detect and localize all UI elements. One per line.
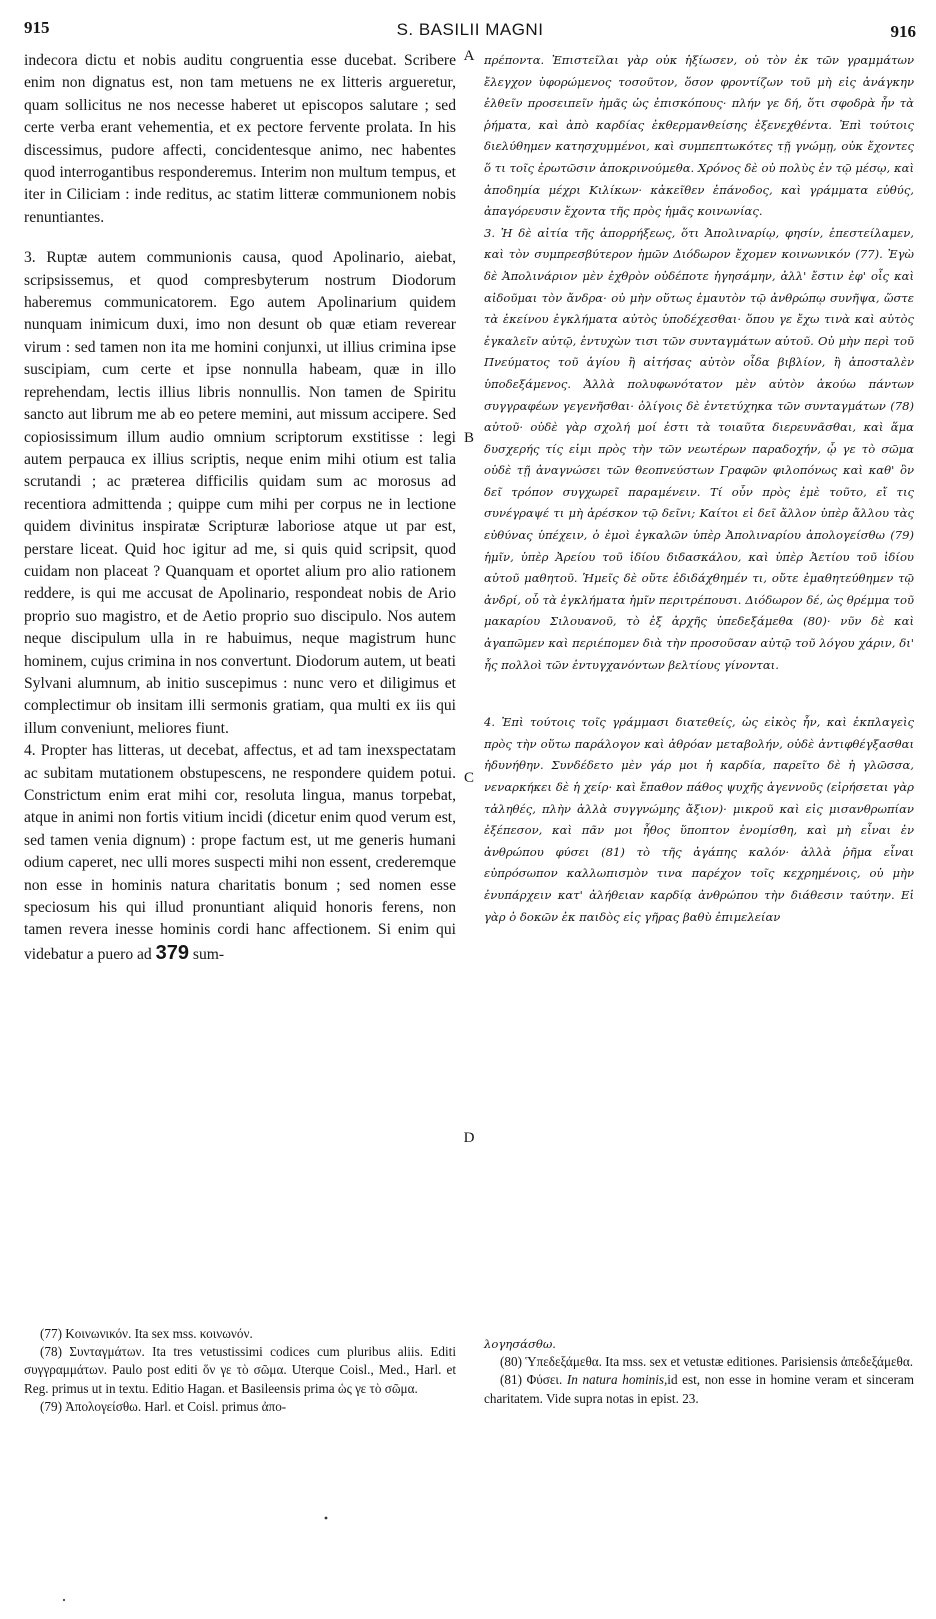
footnote-80: (80) Ὑπεδεξάμεθα. Ita mss. sex et vetustæ editiones. Parisiensis ἀπεδεξάμεθα. [500, 1354, 914, 1370]
greek-paragraph-1: πρέποντα. Ἐπιστεῖλαι γὰρ οὐκ ἠξίωσεν, οὐ τὸν ἐκ τῶν γραμμάτων ἔλεγχον ὑφορώμενος τοσοῦτον, ὅσον φροντίζων τοῦ μὴ εἰς ἀνάγκην ἐλθεῖν προσειπεῖν ἡμᾶς ὡς ἐπισκόπους· πλήν γε δή, ὅτι σφοδρὰ ἦν τὰ ῥήματα, καὶ ἀπὸ καρδίας ἐκθερμανθείσης ἐξενεχθέντα. Ἐπὶ τούτοις διελύθημεν κατησχυμμένοι, καὶ συμπεπτωκότες τῇ γνώμῃ, οὐκ ἔχοντες ὅ τι τοῖς ἐρωτῶσιν ἀποκρινούμεθα. Χρόνος δὲ οὐ πολὺς ἐν τῷ μέσῳ, καὶ ἀποδημία μέχρι Κιλίκων· κἀκεῖθεν ἐπάνοδος, καὶ γράμματα εὐθύς, ἀπαγόρευσιν ἔχοντα τῆς πρὸς ἡμᾶς κοινωνίας. [484, 53, 914, 219]
footnote-81-text: id est, non esse in homine veram et sinceram charitatem. Vide supra notas in epist. 23. [484, 1372, 914, 1406]
latin-paragraph-4-end: sum- [189, 945, 225, 963]
running-title: S. BASILII MAGNI [396, 20, 544, 39]
margin-letter-d: D [463, 1130, 475, 1146]
latin-paragraph-1: indecora dictu et nobis auditu congruentia esse ducebat. Scribere enim non dignatus est, non tam metuens ne ex litteris argueretur, quam sollicitus ne nos necesse haberet ut episcopos salutare ; sed certe verba erant vehementia, et ex pectore fervente prolata. In his discessimus, pudore affecti, concidentesque animo, nec habentes quod interrogantibus responderemus. Interim non multum tempus, et iter in Ciliciam : inde reditus, ac statim litteræ communionem nobis renuntiantes. [24, 52, 456, 226]
speck [63, 1599, 65, 1601]
footnote-81-lemma: (81) Φύσει. [500, 1372, 563, 1388]
footnote-78: (78) Συνταγμάτων. Ita tres vetustissimi codices cum pluribus aliis. Editi συγγραμμάτων. Paulo post editi ὅν γε τὸ σῶμα. Uterque Coisl., Med., Harl. et Reg. primus ut in textu. Editio Hagan. et Basileensis prima ὡς γε τὸ σῶμα. [24, 1344, 456, 1396]
greek-paragraph-3: 3. Ἡ δὲ αἰτία τῆς ἀπορρήξεως, ὅτι Ἀπολιναρίῳ, φησίν, ἐπεστείλαμεν, καὶ τὸν συμπρεσβύτερον ἡμῶν Διόδωρον ἔχομεν κοινωνικόν (77). Ἐγὼ δὲ Ἀπολινάριον μὲν ἐχθρὸν οὐδέποτε ἡγησάμην, ἀλλ' ἔστιν ἐφ' οἷς καὶ αἰδοῦμαι τὸν ἄνδρα· οὐ μὴν οὕτως ἐμαυτὸν τῷ ἀνθρώπῳ συνῆψα, ὥστε τὰ ἐκείνου ἐγκλήματα αὐτὸς ὑποδέχεσθαι· ὅπου γε ἔχω τινὰ καὶ αὐτὸς ἐγκαλεῖν αὐτῷ, ἐντυχὼν τισι τῶν συνταγμάτων αὐτοῦ. Οὐ μὴν περὶ τοῦ Πνεύματος τοῦ ἁγίου ἢ αἰτήσας αὐτὸν οἶδα βιβλίον, ἢ ἀποσταλὲν ὑποδεξάμενος. Ἀλλὰ πολυφωνότατον μὲν αὐτὸν ἀκούω πάντων συγγραφέων γεγενῆσθαι· ὀλίγοις δὲ ἐντετύχηκα τῶν συνταγμάτων (78) αὐτοῦ· οὐδὲ γὰρ σχολή μοί ἐστι τὰ τοιαῦτα διερευνᾶσθαι, καὶ ἅμα δυσχερής τίς εἰμι πρὸς τὴν τῶν νεωτέρων παραδοχήν, ᾧ γε τὸ σῶμα οὐδὲ τῇ ἀναγνώσει τῶν θεοπνεύστων Γραφῶν φιλοπόνως καὶ καθ' ὃν δεῖ τρόπον συγχωρεῖ παραμένειν. Τί οὖν πρὸς ἐμὲ τοῦτο, εἴ τις συνέγραψέ τι μὴ ἀρέσκον τῷ δεῖνι; Καίτοι εἰ δεῖ ἄλλον ὑπὲρ ἄλλου τὰς εὐθύνας ὑπέχειν, ὁ ἐμοὶ ἐγκαλῶν ὑπὲρ Ἀπολιναρίου ἀπολογείσθω (79) ἡμῖν, ὑπὲρ Ἀρείου τοῦ ἰδίου διδασκάλου, καὶ ὑπὲρ Ἀετίου τοῦ ἰδίου αὐτοῦ μαθητοῦ. Ἡμεῖς δὲ οὔτε ἐδιδάχθημέν τι, οὔτε ἐμαθητεύθημεν τῷ ἀνδρί, οὗ τὰ ἐγκλήματα ἡμῖν περιτρέπουσι. Διόδωρον δέ, ὡς θρέμμα τοῦ μακαρίου Σιλουανοῦ, τὸ ἐξ ἀρχῆς ὑπεδεξάμεθα (80)· νῦν δὲ καὶ ἀγαπῶμεν καὶ περιέπομεν διὰ τὴν προσοῦσαν αὐτῷ τοῦ λόγου χάριν, δι' ἧς πολλοὶ τῶν ἐντυγχανόντων βελτίους γίνονται. [484, 225, 914, 672]
marginal-page-number: 379 [155, 941, 190, 964]
margin-letter-c: C [463, 770, 474, 786]
footnote-79-continuation: λογησάσθω. [484, 1337, 556, 1351]
speck [325, 1517, 328, 1520]
footnote-79: (79) Ἀπολογείσθω. Harl. et Coisl. primus ἀπο- [40, 1398, 287, 1414]
page-number-right: 916 [890, 22, 916, 41]
latin-paragraph-3: 3. Ruptæ autem communionis causa, quod Apolinario, aiebat, scripsissemus, et quod compresbyterum nostrum Diodorum haberemus communicatorem. Ego autem Apolinarium quidem nunquam inimicum duxi, imo non desunt ob quæ etiam reverear virum : sed tamen non ita me homini conjunxi, ut illius crimina ipse suscipiam, cum certe et ipse nonnulla habeam, quæ in illo reprehendam, lectis illius libris nonnullis. Non tamen de Spiritu sancto aut librum me ab eo petere memini, aut missum accipere. Sed copiosissimum illum audio omnium scriptorum exstitisse : legi autem perpauca ex illius scriptis, neque enim mihi otium est talia scrutandi ; ac præterea difficilis quidam sum ac morosus ad recentiora admittenda ; quippe cum mihi per corpus ne in lectione quidem divinitus inspiratæ Scripturæ laboriose atque ut par est, perstare liceat. Quid hoc igitur ad me, si quis quid scripsit, quod cuidam non placeat ? Quanquam et oportet alium pro alio rationem reddere, is qui me accusat de Apolinario, respondeat nobis de Ario proprio suo magistro, et de Aetio proprio suo discipulo. Nos autem neque discipulum ulla in re habuimus, neque magistrum hunc hominem, cujus crimina in nos convertunt. Diodorum autem, ut beati Sylvani alumnum, ab initio suscepimus : nunc vero et diligimus et complectimur ob insitam illi sermonis gratiam, qua multi ex iis qui illum conveniunt, meliores fiunt. [24, 249, 456, 737]
footnote-81-italic: In natura hominis, [566, 1372, 668, 1388]
margin-letter-b: B [463, 430, 474, 446]
footnote-77: (77) Κοινωνικόν. Ita sex mss. κοινωνόν. [40, 1326, 253, 1341]
latin-paragraph-4-text: 4. Propter has litteras, ut decebat, affectus, et ad tam inexspectatam ac subitam mutationem obstupescens, ne respondere quidem potui. Constrictum enim erat mihi cor, resoluta lingua, manus torpebat, atque in animi non fortis vitium incidi (dicetur enim quod verum est, sed tamen venia dignum) : prope factum est, ut me generis humani odium caperet, nec ulli mores suspecti mihi non essent, crederemque non esse in hominis natura charitatis bonum ; sed nomen esse speciosum his qui illud pronuntiant aliquid honoris ferens, non tamen revera inesse hominis cordi hanc affectionem. Si enim qui videbatur a puero ad [24, 742, 456, 963]
greek-paragraph-4: 4. Ἐπὶ τούτοις τοῖς γράμμασι διατεθείς, ὡς εἰκὸς ἦν, καὶ ἐκπλαγεὶς πρὸς τὴν οὕτω παράλογον καὶ ἀθρόαν μεταβολήν, οὐδὲ ἀντιφθέγξασθαι ἠδυνήθην. Συνδέδετο μὲν γάρ μοι ἡ καρδία, παρεῖτο δὲ ἡ γλῶσσα, νεναρκήκει δὲ ἡ χείρ· καὶ ἔπαθον πάθος ψυχῆς ἀγεννοῦς (εἰρήσεται γὰρ τἀληθές, πλὴν ἀλλὰ συγγνώμης ἄξιον)· μικροῦ καὶ εἰς μισανθρωπίαν ἐξέπεσον, καὶ πᾶν μοι ἦθος ὕποπτον ἐνομίσθη, καὶ μὴ εἶναι ἐν ἀνθρώπου φύσει (81) τὸ τῆς ἀγάπης καλόν· ἀλλὰ ῥῆμα εἶναι εὐπρόσωπον καλλωπισμὸν τινα παρέχον τοῖς κεχρημένοις, οὐ μὴν ἐνυπάρχειν κατ' ἀλήθειαν καρδίᾳ ἀνθρώπου τὴν διάθεσιν ταύτην. Εἰ γὰρ ὁ δοκῶν ἐκ παιδὸς εἰς γῆρας βαθὺ ἐπιμελείαν [484, 715, 914, 924]
margin-letter-a: A [463, 48, 475, 64]
page-number-left: 915 [24, 18, 50, 37]
